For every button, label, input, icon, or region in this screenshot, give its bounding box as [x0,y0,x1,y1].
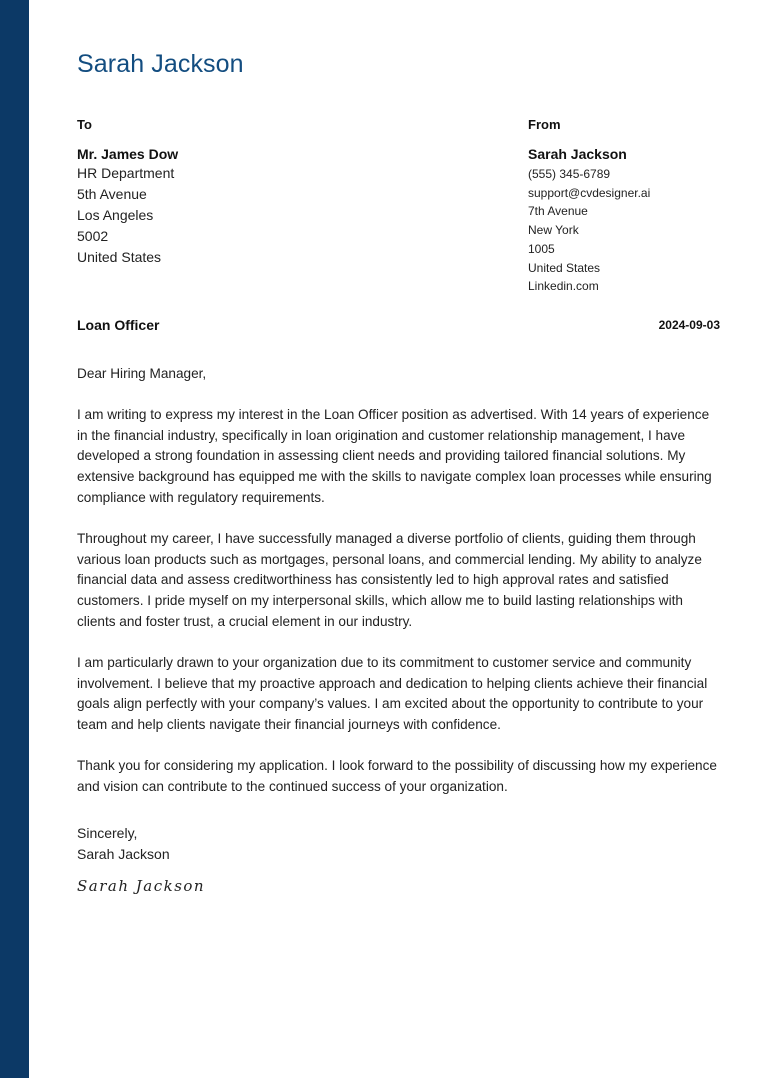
letter-body [77,364,722,818]
sender-name: Sarah Jackson [528,146,627,162]
handwritten-signature: Sarah Jackson [77,877,206,895]
letter-date: 2024-09-03 [658,318,720,332]
recipient-street: 5th Avenue [77,186,147,202]
sender-postcode: 1005 [528,241,555,256]
recipient-block [77,116,377,268]
salutation: Dear Hiring Manager, [77,366,207,381]
sender-city: New York [528,223,579,238]
recipient-department: HR Department [77,165,175,181]
sender-phone: (555) 345-6789 [528,167,611,181]
body-paragraph-2: Throughout my career, I have successfully managed a diverse portfolio of clients, guiding them through various loan products such as mortgages, personal loans, and commercial lending. My ability to analyze financial data and assess creditworthiness has consistently led to high approval rates and satisfied customers. I pride myself on my interpersonal skills, which allow me to build lasting relationships with clients and foster trust, a crucial element in our industry. [77,530,702,629]
sender-street: 7th Avenue [528,204,588,219]
sender-email: support@cvdesigner.ai [528,185,651,200]
body-paragraph-1: I am writing to express my interest in the Loan Officer position as advertised. With 14 years of experience in the financial industry, specifically in loan origination and customer relationship management, I have developed a strong foundation in assessing client needs and providing tailored financial solutions. My extensive background has equipped me with the skills to navigate complex loan processes while ensuring compliance with regulatory requirements. [77,406,712,505]
recipient-label: To [77,117,92,132]
closing-block [77,823,170,865]
recipient-city: Los Angeles [77,207,154,223]
recipient-name: Mr. James Dow [77,146,179,162]
page-title: Sarah Jackson [77,50,244,78]
sender-country: United States [528,260,601,275]
body-paragraph-4: Thank you for considering my application. I look forward to the possibility of discussing how my experience and vision can contribute to the continued success of your organization. [77,757,717,794]
left-accent-bar [0,0,29,1078]
recipient-country: United States [77,249,162,265]
subject-line: Loan Officer [77,317,160,333]
body-paragraph-3: I am particularly drawn to your organization due to its commitment to customer service and community involvement. I believe that my proactive approach and dedication to helping clients achieve their financial goals align perfectly with your company’s values. I am excited about the opportunity to contribute to your team and help clients navigate their financial journeys with confidence. [77,654,708,733]
sender-block [528,116,728,296]
subject-row [77,317,720,335]
sender-label: From [528,117,561,132]
closing-name: Sarah Jackson [77,846,170,862]
closing-phrase: Sincerely, [77,825,138,841]
sender-website: Linkedin.com [528,279,599,294]
recipient-postcode: 5002 [77,228,109,244]
